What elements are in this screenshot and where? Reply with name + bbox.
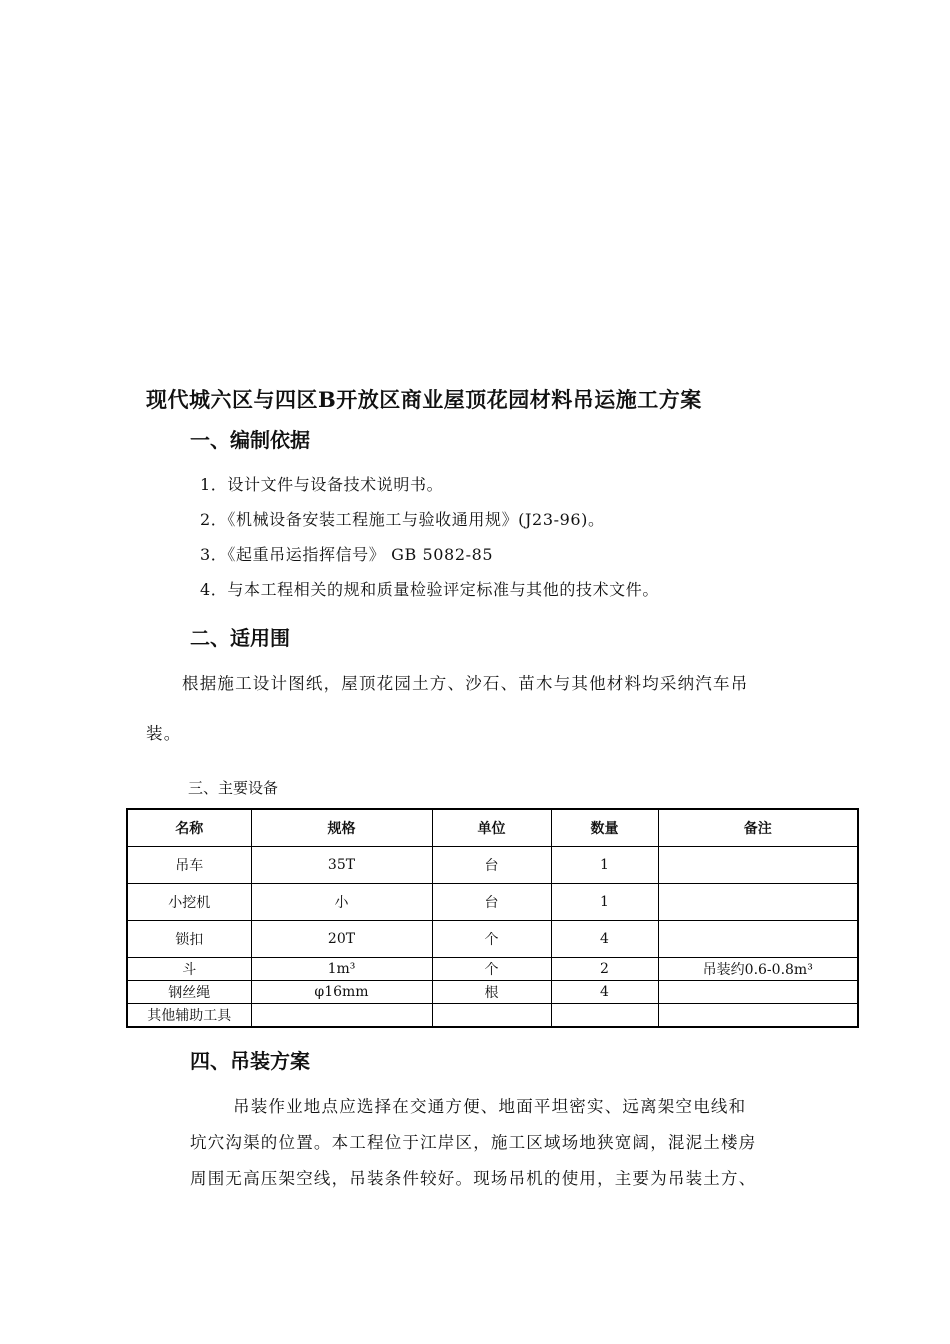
table-cell <box>658 847 858 884</box>
column-header: 备注 <box>658 809 858 847</box>
table-row <box>127 921 858 958</box>
table-cell: 台 <box>432 847 551 884</box>
plan-paragraph-line3: 周围无高压架空线，吊装条件较好。现场吊机的使用，主要为吊装土方、 <box>190 1169 757 1188</box>
document-title: 现代城六区与四区B开放区商业屋顶花园材料吊运施工方案 <box>146 387 702 412</box>
basis-item-3: 3．《起重吊运指挥信号》 GB 5082-85 <box>200 545 494 564</box>
section4-heading: 四、吊装方案 <box>190 1049 310 1073</box>
table-cell: 钢丝绳 <box>127 981 251 1004</box>
table-cell: 35T <box>251 847 432 884</box>
table-row <box>127 1004 858 1028</box>
table-cell: 吊装约0.6-0.8m³ <box>658 958 858 981</box>
plan-paragraph-line1: 吊装作业地点应选择在交通方便、地面平坦密实、远离架空电线和 <box>233 1097 747 1116</box>
section2-heading: 二、适用围 <box>190 626 290 650</box>
table-cell <box>432 1004 551 1028</box>
table-cell: 20T <box>251 921 432 958</box>
table-cell: 台 <box>432 884 551 921</box>
table-cell: 斗 <box>127 958 251 981</box>
table-header-row <box>127 809 858 847</box>
plan-paragraph-line2: 坑穴沟渠的位置。本工程位于江岸区，施工区域场地狭宽阔，混泥土楼房 <box>190 1133 757 1152</box>
table-row <box>127 958 858 981</box>
table-cell: 其他辅助工具 <box>127 1004 251 1028</box>
table-cell: 锁扣 <box>127 921 251 958</box>
table-cell: 根 <box>432 981 551 1004</box>
column-header: 单位 <box>432 809 551 847</box>
table-cell: 小 <box>251 884 432 921</box>
table-cell <box>658 921 858 958</box>
table-cell: 个 <box>432 958 551 981</box>
table-cell: 1 <box>551 884 658 921</box>
table-row <box>127 981 858 1004</box>
column-header: 规格 <box>251 809 432 847</box>
table-cell <box>658 1004 858 1028</box>
table-cell: 1 <box>551 847 658 884</box>
equipment-table <box>126 808 859 1028</box>
table-cell: 1m³ <box>251 958 432 981</box>
scope-paragraph-line1: 根据施工设计图纸，屋顶花园土方、沙石、苗木与其他材料均采纳汽车吊 <box>182 674 749 693</box>
scope-paragraph-line2: 装。 <box>146 724 182 743</box>
table-cell: 4 <box>551 921 658 958</box>
section3-heading: 三、主要设备 <box>188 779 279 797</box>
section1-heading: 一、编制依据 <box>190 428 310 452</box>
basis-item-1: 1．设计文件与设备技术说明书。 <box>200 475 444 494</box>
table-cell: 2 <box>551 958 658 981</box>
table-cell: 吊车 <box>127 847 251 884</box>
table-cell <box>658 884 858 921</box>
table-cell <box>658 981 858 1004</box>
table-cell: φ16mm <box>251 981 432 1004</box>
table-cell: 4 <box>551 981 658 1004</box>
table-cell: 个 <box>432 921 551 958</box>
table-cell: 小挖机 <box>127 884 251 921</box>
table-row <box>127 884 858 921</box>
basis-item-2: 2．《机械设备安装工程施工与验收通用规》(J23-96)。 <box>200 510 605 529</box>
column-header: 数量 <box>551 809 658 847</box>
column-header: 名称 <box>127 809 251 847</box>
table-cell <box>251 1004 432 1028</box>
table-cell <box>551 1004 658 1028</box>
table-row <box>127 847 858 884</box>
basis-item-4: 4．与本工程相关的规和质量检验评定标准与其他的技术文件。 <box>200 580 659 599</box>
